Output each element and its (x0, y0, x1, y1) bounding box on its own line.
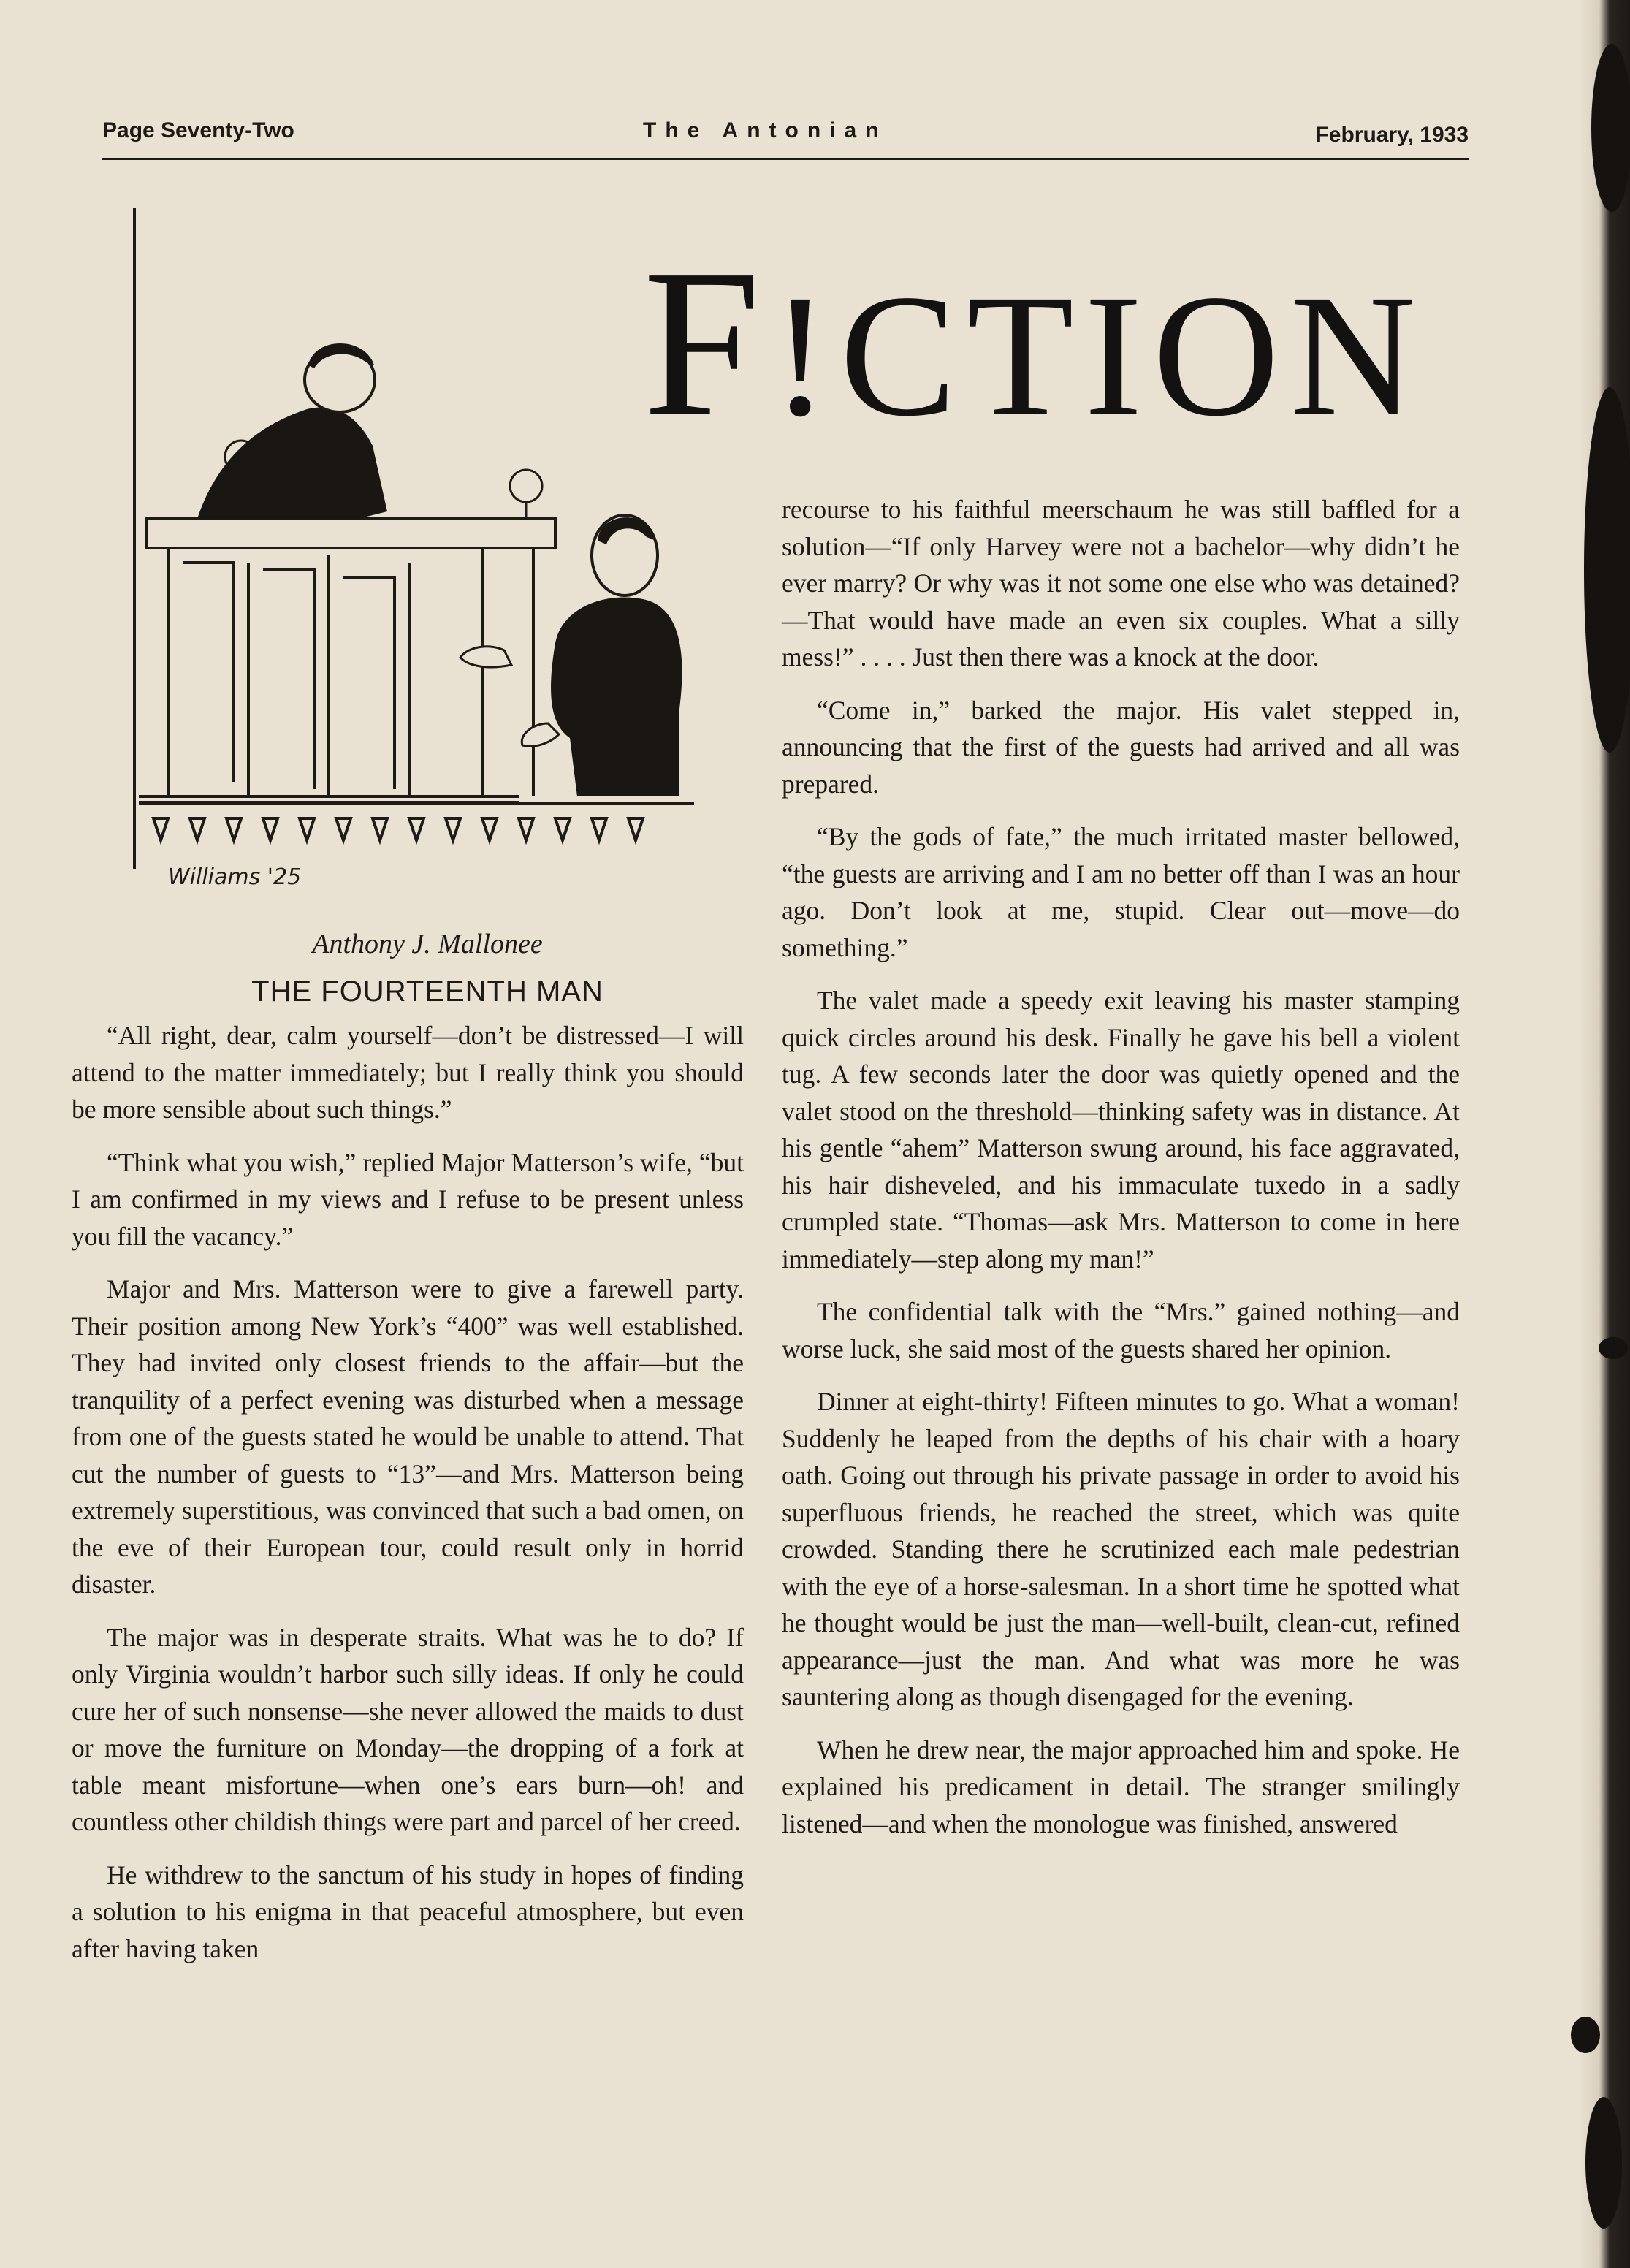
story-title: THE FOURTEENTH MAN (251, 975, 603, 1008)
torn-edge-mark (1571, 2017, 1600, 2053)
story-author: Anthony J. Mallonee (312, 929, 543, 959)
magazine-title: The Antonian (643, 118, 888, 142)
paragraph: The valet made a speedy exit leaving his master stamping quick circles around his desk. Finally he gave his bell a violent tug. A few seconds later the door was quietly opened and the valet stood on the threshold—thinking safety was in distance. At his gentle “ahem” Matterson swung around, his face aggravated, his hair disheveled, and his immaculate tuxedo in a sadly crumpled state. “Thomas—ask Mrs. Matterson to come in here immediately—step along my man!” (782, 986, 1460, 1274)
torn-page-edge (1579, 0, 1630, 2268)
right-column (782, 491, 1460, 1858)
torn-edge-mark (1599, 1337, 1628, 1359)
paragraph: He withdrew to the sanctum of his study in hopes of finding a solution to his enigma in that peaceful atmosphere, but even after having taken (72, 1860, 744, 1963)
torn-edge-mark (1584, 387, 1630, 753)
section-title-rest: !CTION (771, 258, 1427, 452)
illustration-frame-line (133, 208, 136, 869)
artist-signature: Williams '25 (168, 864, 302, 890)
issue-date: February, 1933 (1315, 123, 1469, 147)
paragraph: Dinner at eight-thirty! Fifteen minutes to go. What a woman! Suddenly he leaped from the depths of his chair with a hoary oath. Going out through his private passage in order to avoid his superfluous friends, he reached the street, which was quite crowded. Standing there he scrutinized each male pedestrian with the eye of a horse-salesman. In a short time he spotted what he thought would be just the man—well-built, clean-cut, refined appearance—just the man. And what was more he was sauntering along as though disengaged for the evening. (782, 1387, 1460, 1711)
paragraph: The confidential talk with the “Mrs.” gained nothing—and worse luck, she said most of the guests shared her opinion. (782, 1297, 1460, 1363)
running-header (102, 118, 1469, 153)
paragraph: recourse to his faithful meerschaum he was still baffled for a solution—“If only Harvey were not a bachelor—why didn’t he ever marry? Or why was it not some one else who was detained? —That would have made an even six couples. What a silly mess!” . . . . Just then there was a knock at the door. (782, 495, 1460, 671)
page-number: Page Seventy-Two (102, 118, 294, 142)
torn-edge-mark (1585, 2097, 1622, 2229)
paragraph: When he drew near, the major approached him and spoke. He explained his predicament in detail. The stranger smilingly listened—and when the monologue was finished, answered (782, 1735, 1460, 1838)
torn-edge-mark (1591, 44, 1630, 212)
paragraph: “Think what you wish,” replied Major Matterson’s wife, “but I am confirmed in my views and I refuse to be present unless you fill the vacancy.” (72, 1147, 744, 1251)
header-rule (102, 158, 1469, 160)
left-column (72, 1017, 744, 1983)
paragraph: Major and Mrs. Matterson were to give a farewell party. Their position among New York’s “400” was well established. They had invited only closest friends to the affair—but the tranquility of a perfect evening was disturbed when a message from one of the guests stated he would be unable to attend. That cut the number of guests to “13”—and Mrs. Matterson being extremely superstitious, was convinced that such a bad omen, on the eve of their European tour, could result only in horrid disaster. (72, 1274, 744, 1599)
section-title-initial: F (643, 226, 772, 460)
section-title (643, 226, 1454, 460)
paragraph: “Come in,” barked the major. His valet stepped in, announcing that the first of the guests had arrived and all was prepared. (782, 695, 1460, 799)
paragraph: “All right, dear, calm yourself—don’t be distressed—I will attend to the matter immediately; but I really think you should be more sensible about such things.” (72, 1021, 744, 1124)
paragraph: “By the gods of fate,” the much irritated master bellowed, “the guests are arriving and I am no better off than I was an hour ago. Don’t look at me, stupid. Clear out—move—do something.” (782, 822, 1460, 962)
paragraph: The major was in desperate straits. What was he to do? If only Virginia wouldn’t harbor such silly ideas. If only he could cure her of such nonsense—she never allowed the maids to dust or move the furniture on Monday—the dropping of a fork at table meant misfortune—when one’s ears burn—oh! and countless other childish things were part and parcel of her creed. (72, 1622, 744, 1836)
